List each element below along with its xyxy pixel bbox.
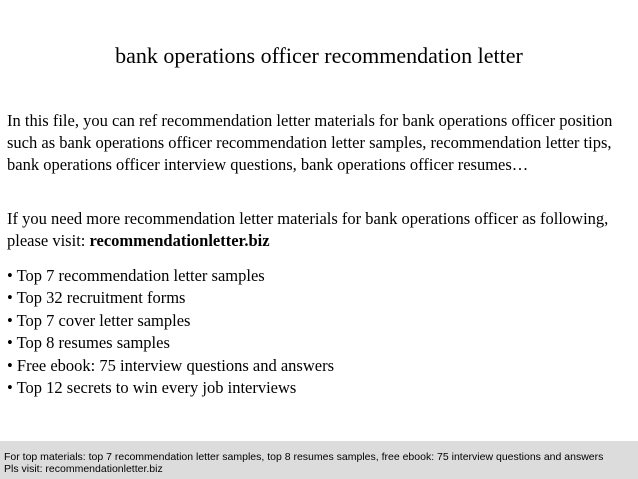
- footer-visit-text: Pls visit: recommendationletter.biz: [4, 463, 163, 475]
- list-item: • Top 32 recruitment forms: [7, 288, 186, 308]
- intro-paragraph: In this file, you can ref recommendation letter materials for bank operations officer position such as bank operations officer recommendation letter samples, recommendation letter tips, bank operations officer interview questions, bank operations officer resumes…: [7, 111, 613, 174]
- website-link[interactable]: recommendationletter.biz: [89, 231, 270, 250]
- footer-bar: [0, 441, 638, 479]
- more-info-text: If you need more recommendation letter materials for bank operations officer as following, please visit:: [7, 209, 609, 250]
- more-info-paragraph: [7, 208, 627, 252]
- list-item: • Top 7 recommendation letter samples: [7, 266, 265, 285]
- list-item: • Top 12 secrets to win every job interviews: [7, 378, 297, 398]
- footer-materials-text: For top materials: top 7 recommendation letter samples, top 8 resumes samples, free ebook: 75 interview questions and answers: [4, 451, 604, 463]
- bullet-list: [7, 265, 334, 399]
- list-item: • Free ebook: 75 interview questions and answers: [7, 355, 334, 375]
- list-item: • Top 8 resumes samples: [7, 333, 170, 353]
- list-item: • Top 7 cover letter samples: [7, 310, 191, 330]
- page-title: bank operations officer recommendation letter: [115, 43, 523, 68]
